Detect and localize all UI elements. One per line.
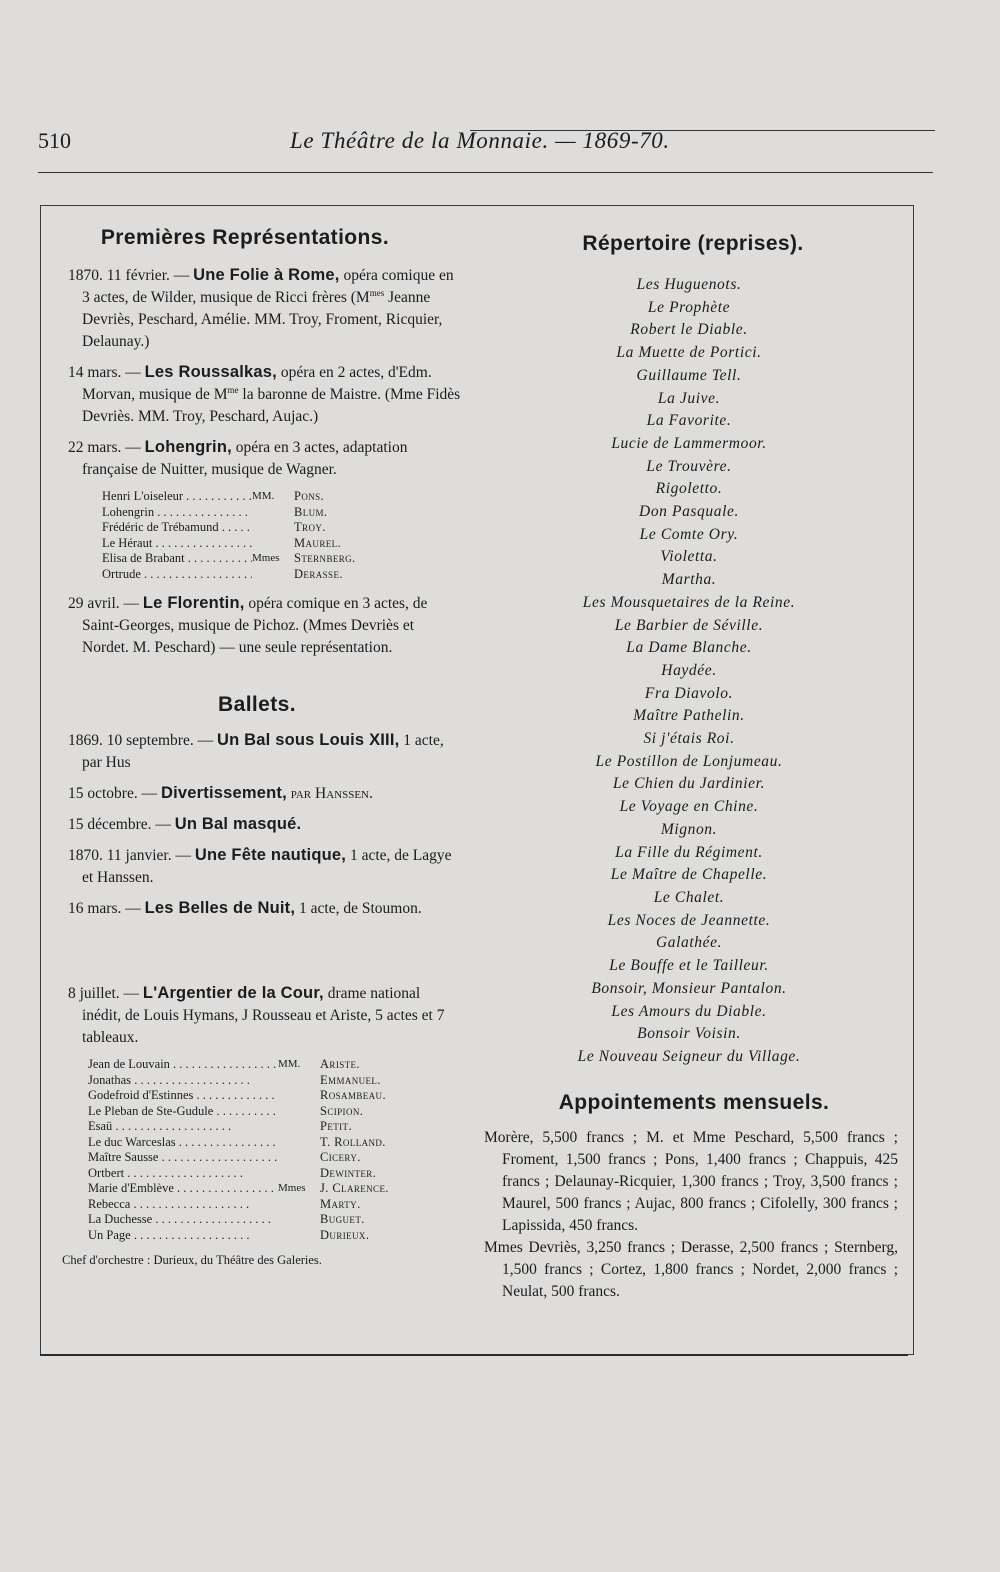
ballet-entry: 16 mars. — Les Belles de Nuit, 1 acte, de Stoumon.: [68, 899, 422, 917]
right-column: [480, 228, 898, 1303]
repertoire-title: Répertoire (reprises).: [582, 232, 804, 255]
repertoire-item: Le Bouffe et le Tailleur.: [609, 957, 769, 975]
repertoire-item: Le Chalet.: [653, 888, 725, 906]
cast-row: Ortbert . . . Dewinter.: [88, 1166, 462, 1182]
repertoire-item: Les Huguenots.: [636, 276, 742, 293]
repertoire-item: Le Barbier de Séville.: [614, 616, 764, 634]
cast-row: Frédéric de Trébamund . . . Troy.: [102, 520, 462, 536]
left-column: [52, 218, 462, 1268]
repertoire-item: Les Mousquetaires de la Reine.: [582, 593, 796, 611]
premiere-entry-roussalkas: 14 mars. — Les Roussalkas, opéra en 2 actes, d'Edm. Morvan, musique de $M^{me}$ la baronne de Maistre. (Mme Fidès Devriès. MM. Troy, Peschard, Aujac.): [68, 363, 461, 425]
salaries-paragraph-1: Morère, 5,500 francs ; M. et Mme Peschard, 5,500 francs ; Froment, 1,500 francs ; Pons, 1,400 francs ; Chappuis, 425 francs ; Delaunay-Ricquier, 1,300 francs ; Troy, 3,500 francs ; Maurel, 500 francs ; Aujac, 800 francs ; Cifolelly, 300 francs ; Lapissida, 450 francs.: [484, 1128, 898, 1234]
cast-row: Rebecca . . . Marty.: [88, 1197, 462, 1213]
ballet-entry: 1869. 10 septembre. — Un Bal sous Louis XIII, 1 acte, par Hus: [68, 731, 444, 771]
cast-row: La Duchesse . . . Buguet.: [88, 1212, 462, 1228]
argentier-cast-list: [52, 1057, 462, 1243]
repertoire-item: Maître Pathelin.: [633, 707, 745, 725]
ballet-entry: 1870. 11 janvier. — Une Fête nautique, 1 acte, de Lagye et Hanssen.: [68, 846, 452, 886]
cast-row: Le Pleban de Ste-Gudule . . . Scipion.: [88, 1104, 462, 1120]
argentier-entry: 8 juillet. — L'Argentier de la Cour, drame national inédit, de Louis Hymans, J Rousseau et Ariste, 5 actes et 7 tableaux.: [68, 984, 445, 1046]
premiere-entry-florentin: 29 avril. — Le Florentin, opéra comique en 3 actes, de Saint-Georges, musique de Pichoz. (Mmes Devriès et Nordet. M. Peschard) — une seule représentation.: [68, 594, 428, 656]
repertoire-item: Lucie de Lammermoor.: [611, 434, 767, 452]
lohengrin-cast-list: [52, 489, 462, 582]
cast-row: Maître Sausse . . . Cicery.: [88, 1150, 462, 1166]
ballets-title: Ballets.: [218, 693, 296, 716]
repertoire-item: Les Noces de Jeannette.: [607, 911, 771, 929]
repertoire-item: La Muette de Portici.: [616, 344, 762, 362]
premiere-entry-lohengrin: 22 mars. — Lohengrin, opéra en 3 actes, adaptation française de Nuitter, musique de Wagner.: [68, 438, 408, 478]
premieres-title: Premières Représentations.: [100, 226, 390, 249]
repertoire-item: Martha.: [661, 571, 717, 589]
header-rule-top: [470, 130, 935, 131]
ballet-entry: 15 octobre. — Divertissement, par Hanssen.: [68, 784, 373, 802]
repertoire-item: La Fille du Régiment.: [615, 843, 763, 861]
header-rule-bottom: [38, 172, 933, 173]
cast-row: Ortrude . . . Derasse.: [102, 567, 462, 583]
cast-row: Henri L'oiseleur . . . MM. Pons.: [102, 489, 462, 505]
repertoire-item: Bonsoir, Monsieur Pantalon.: [591, 979, 787, 997]
cast-row: Jonathas . . . Emmanuel.: [88, 1073, 462, 1089]
repertoire-item: Galathée.: [655, 934, 723, 952]
cast-row: Godefroid d'Estinnes . . . Rosambeau.: [88, 1088, 462, 1104]
repertoire-item: Le Voyage en Chine.: [619, 798, 759, 816]
premiere-entry-folie: 1870. 11 février. — Une Folie à Rome, opéra comique en 3 actes, de Wilder, musique de Ricci frères ($M^{mes}$ Jeanne Devriès, Peschard, Amélie. MM. Troy, Froment, Ricquier, Delaunay.): [68, 266, 454, 350]
repertoire-item: Le Chien du Jardinier.: [612, 775, 766, 793]
cast-row: Le Héraut . . . Maurel.: [102, 536, 462, 552]
frame-bottom-rule: [40, 1354, 908, 1356]
appointements-title: Appointements mensuels.: [558, 1090, 830, 1114]
repertoire-item: Haydée.: [661, 661, 717, 679]
cast-row: Elisa de Brabant . . . Mmes Sternberg.: [102, 551, 462, 567]
cast-row: Un Page . . . Durieux.: [88, 1228, 462, 1244]
work-title: Le Florentin,: [142, 594, 245, 612]
cast-row: Marie d'Emblève . . . Mmes J. Clarence.: [88, 1181, 462, 1197]
conductor-line: Chef d'orchestre : Durieux, du Théâtre des Galeries.: [62, 1253, 322, 1267]
repertoire-item: Violetta.: [660, 548, 718, 566]
work-title: Les Roussalkas,: [144, 363, 277, 381]
repertoire-item: Le Trouvère.: [646, 457, 732, 475]
cast-row: Jean de Louvain . . . MM. Ariste.: [88, 1057, 462, 1073]
repertoire-item: Le Postillon de Lonjumeau.: [595, 752, 783, 770]
repertoire-item: Les Amours du Diable.: [611, 1002, 767, 1020]
work-title: Lohengrin,: [144, 438, 232, 456]
ballet-entry: 15 décembre. — Un Bal masqué.: [68, 815, 302, 833]
salaries-paragraph-2: Mmes Devriès, 3,250 francs ; Derasse, 2,500 francs ; Sternberg, 1,500 francs ; Cortez, 1,800 francs ; Nordet, 2,000 francs ; Neulat, 500 francs.: [484, 1238, 898, 1300]
running-title: Le Théâtre de la Monnaie. — 1869-70.: [290, 128, 670, 153]
work-title: Une Folie à Rome,: [193, 266, 340, 284]
repertoire-item: La Dame Blanche.: [626, 639, 752, 657]
repertoire-item: Robert le Diable.: [630, 321, 748, 339]
repertoire-item: Le Maître de Chapelle.: [610, 866, 768, 884]
repertoire-item: Le Prophète: [647, 298, 731, 316]
cast-row: Esaü . . . Petit.: [88, 1119, 462, 1135]
repertoire-item: Don Pasquale.: [639, 503, 739, 521]
repertoire-list: [480, 274, 898, 1069]
repertoire-item: Le Comte Ory.: [639, 525, 739, 543]
repertoire-item: Bonsoir Voisin.: [637, 1025, 741, 1043]
repertoire-item: Si j'étais Roi.: [643, 730, 735, 748]
page-number: 510: [38, 128, 71, 153]
repertoire-item: Guillaume Tell.: [636, 366, 742, 384]
repertoire-item: Fra Diavolo.: [644, 684, 734, 702]
repertoire-item: La Favorite.: [646, 412, 732, 430]
repertoire-item: Rigoletto.: [655, 480, 723, 498]
repertoire-item: Mignon.: [660, 820, 718, 838]
repertoire-item: La Juive.: [657, 389, 721, 407]
repertoire-item: Le Nouveau Seigneur du Village.: [577, 1047, 801, 1065]
cast-row: Lohengrin . . . Blum.: [102, 505, 462, 521]
cast-row: Le duc Warceslas . . . T. Rolland.: [88, 1135, 462, 1151]
work-title: L'Argentier de la Cour,: [142, 984, 324, 1002]
